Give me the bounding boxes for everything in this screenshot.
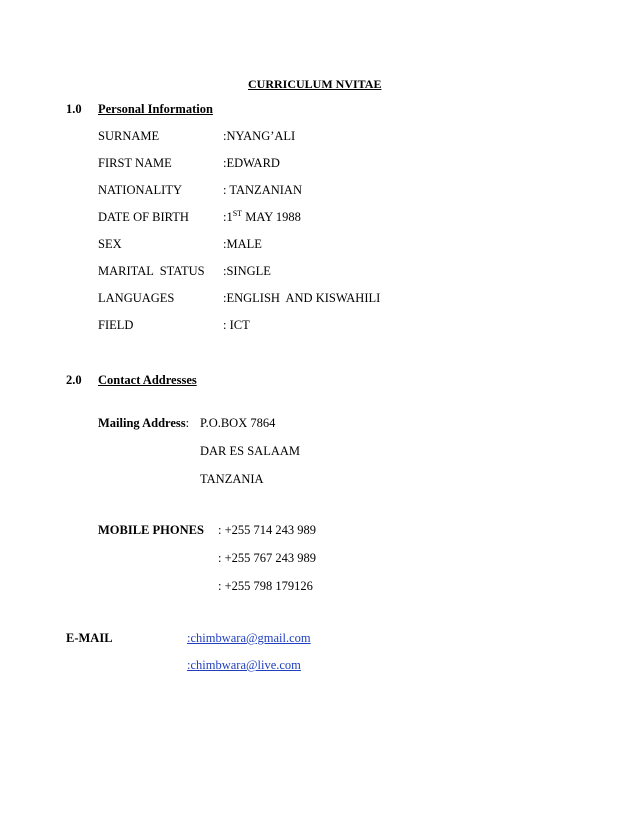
label-languages: LANGUAGES	[98, 291, 175, 305]
mailing-line-1: P.O.BOX 7864	[200, 416, 276, 430]
email-label: E-MAIL	[66, 631, 113, 645]
label-sex: SEX	[98, 237, 122, 251]
value-field: : ICT	[223, 318, 250, 332]
section-number-personal: 1.0	[66, 102, 82, 116]
label-marital-status: MARITAL STATUS	[98, 264, 205, 278]
dob-month-year: MAY 1988	[242, 210, 301, 224]
value-first-name: :EDWARD	[223, 156, 280, 170]
phone-1: : +255 714 243 989	[218, 523, 317, 537]
section-heading-personal: Personal Information	[98, 102, 213, 116]
dob-ordinal: ST	[232, 209, 243, 218]
email-2-row	[187, 657, 301, 673]
label-surname: SURNAME	[98, 129, 160, 143]
phone-2: : +255 767 243 989	[218, 551, 317, 565]
email-link-gmail[interactable]: :chimbwara@gmail.com	[187, 631, 311, 645]
mailing-line-3: TANZANIA	[200, 472, 264, 486]
value-marital-status: :SINGLE	[223, 264, 271, 278]
label-first-name: FIRST NAME	[98, 156, 172, 170]
mailing-address-row	[98, 415, 189, 431]
dob-day: :1	[223, 210, 233, 224]
email-1-row	[187, 630, 311, 646]
value-nationality: : TANZANIAN	[223, 183, 302, 197]
email-link-live[interactable]: :chimbwara@live.com	[187, 658, 301, 672]
value-date-of-birth	[223, 209, 301, 225]
value-surname: :NYANG’ALI	[223, 129, 296, 143]
document-title: CURRICULUM NVITAE	[248, 77, 382, 91]
section-number-contact: 2.0	[66, 373, 82, 387]
value-sex: :MALE	[223, 237, 262, 251]
label-date-of-birth: DATE OF BIRTH	[98, 210, 189, 224]
mailing-address-label: Mailing Address	[98, 416, 186, 430]
section-heading-contact: Contact Addresses	[98, 373, 197, 387]
phone-3: : +255 798 179126	[218, 579, 313, 593]
label-field: FIELD	[98, 318, 134, 332]
mailing-address-colon: :	[185, 416, 190, 430]
mailing-line-2: DAR ES SALAAM	[200, 444, 301, 458]
label-nationality: NATIONALITY	[98, 183, 183, 197]
value-languages: :ENGLISH AND KISWAHILI	[223, 291, 381, 305]
mobile-phones-label: MOBILE PHONES	[98, 523, 204, 537]
